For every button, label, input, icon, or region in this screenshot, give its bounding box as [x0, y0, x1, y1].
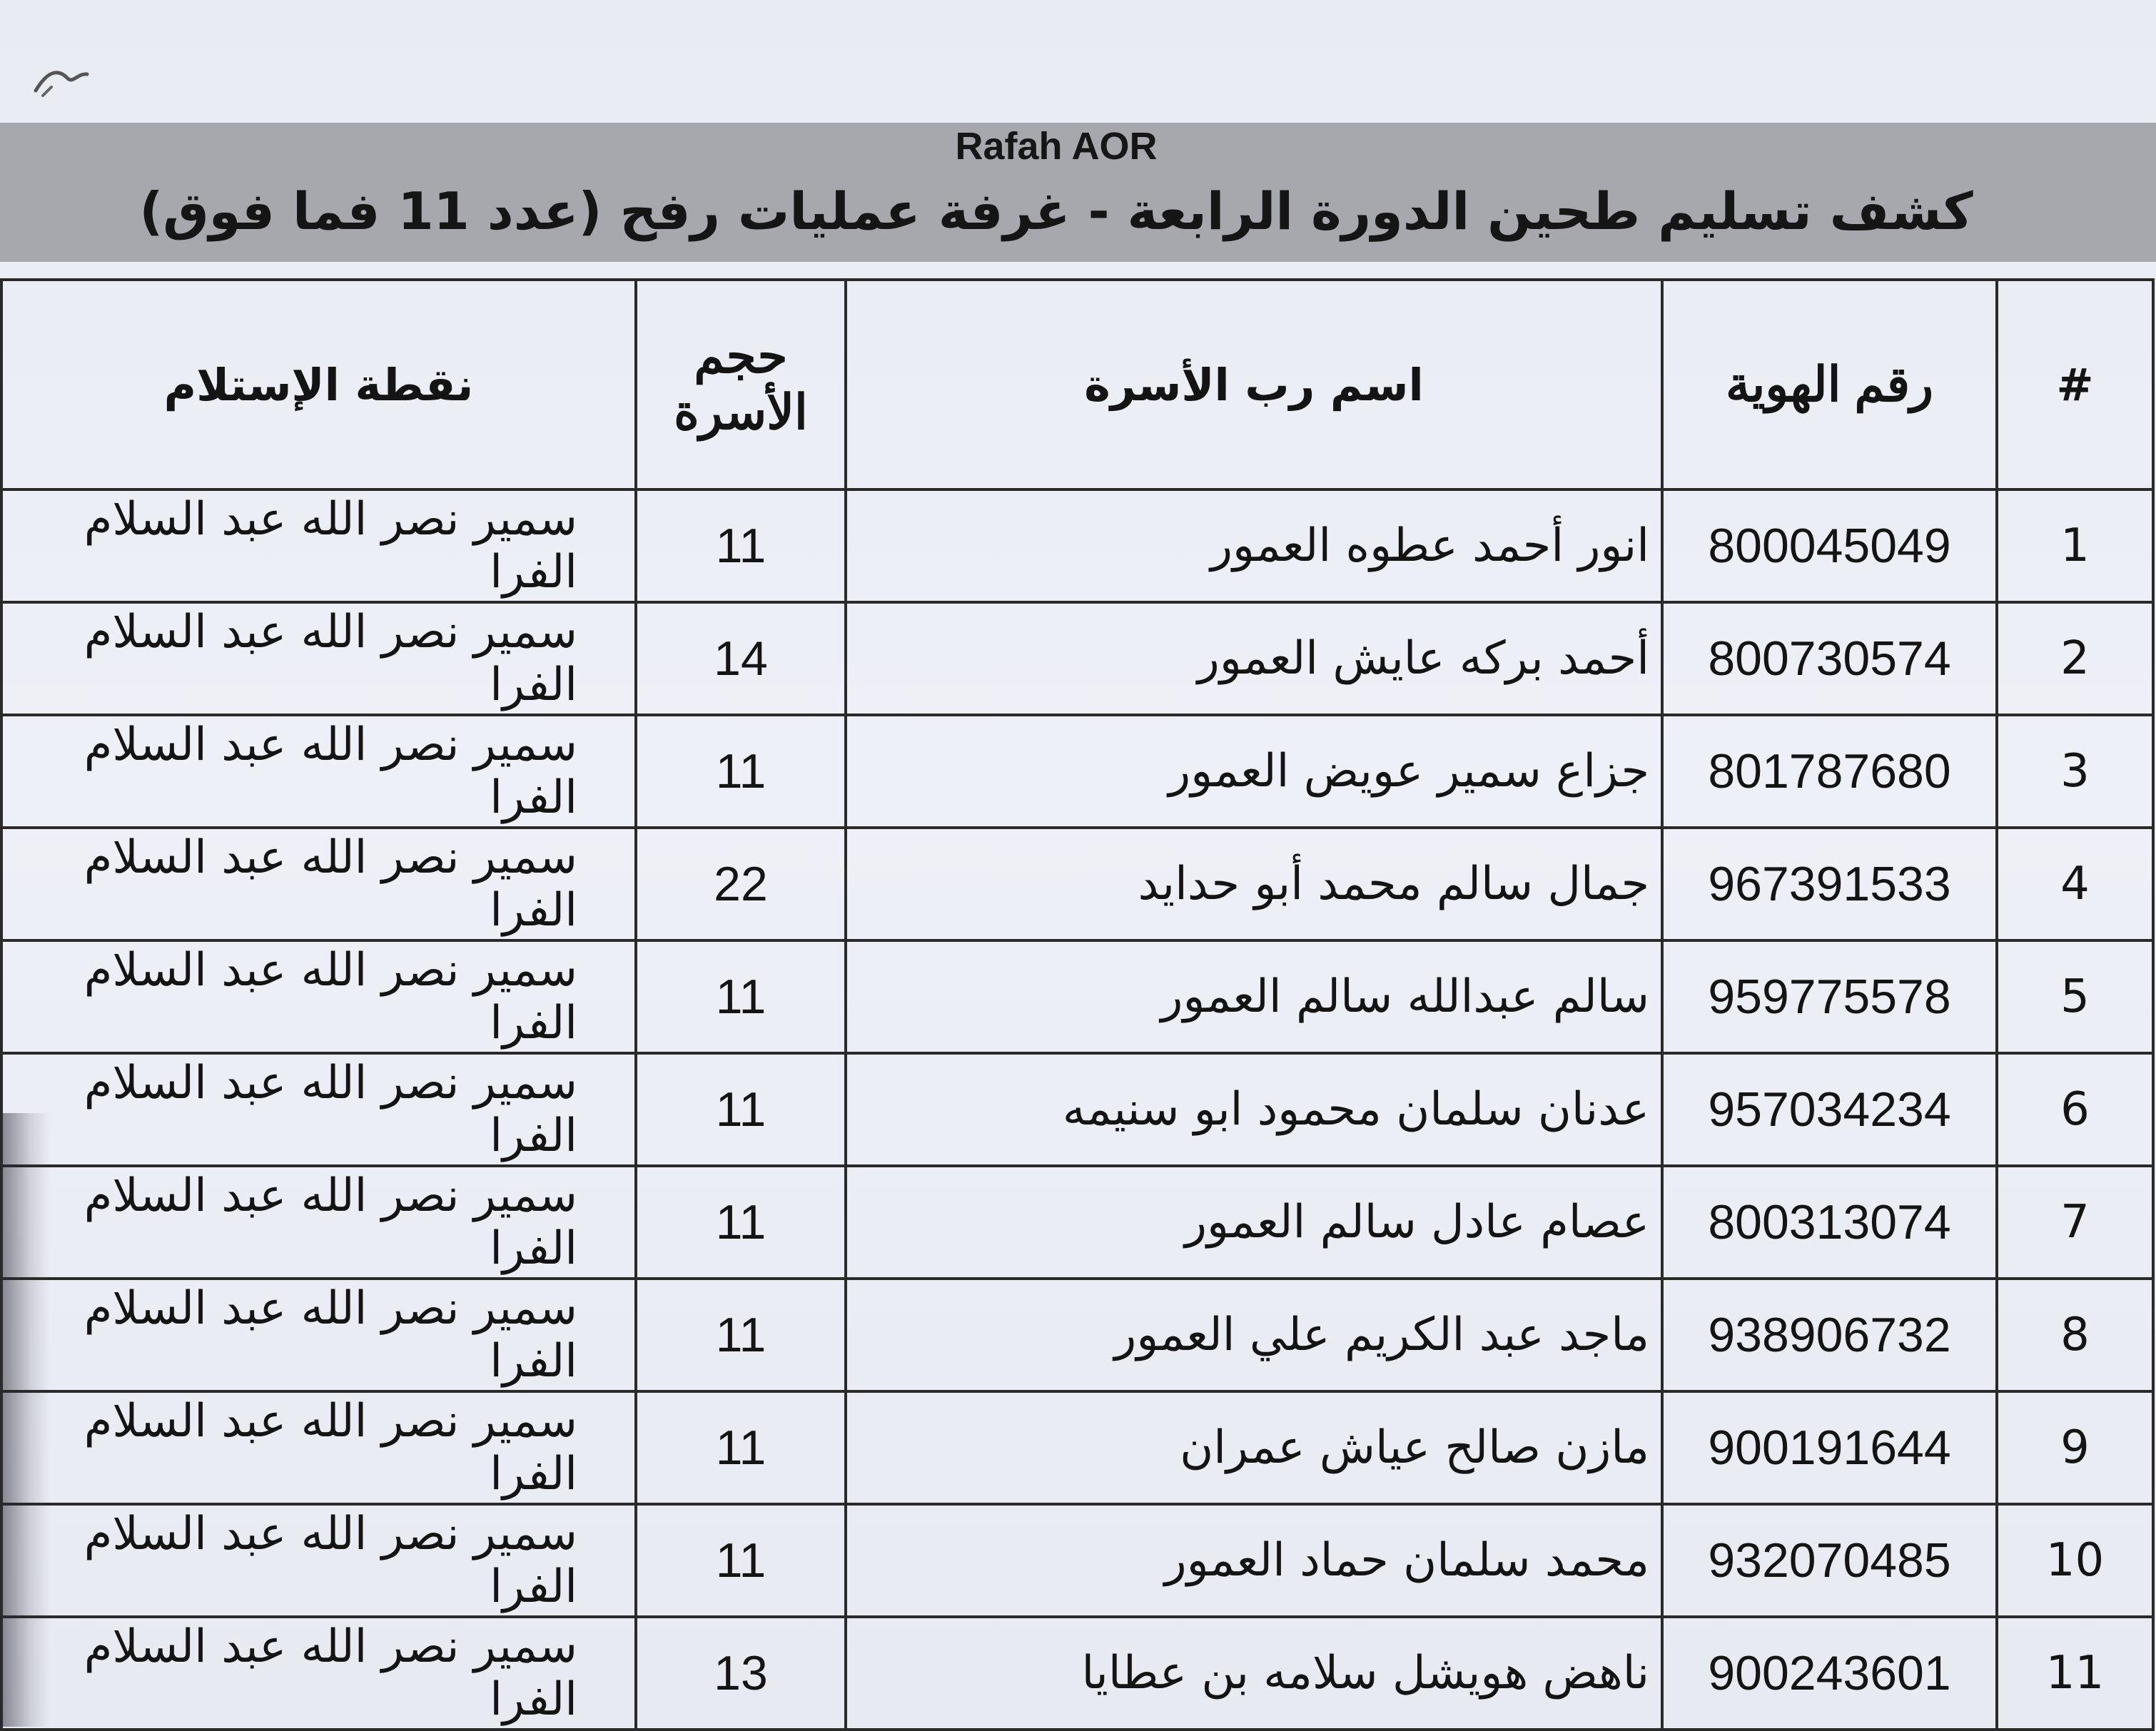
cell-number: 4: [1997, 828, 2153, 940]
aor-title: Rafah AOR: [955, 125, 1158, 168]
distribution-table: [0, 278, 2155, 1731]
cell-id-number: 967391533: [1662, 828, 1997, 940]
cell-pickup-point: سمير نصر الله عبد السلام الفرا: [1, 602, 636, 715]
cell-number: 8: [1997, 1279, 2153, 1391]
cell-family-head-name: ناهض هويشل سلامه بن عطايا: [846, 1617, 1662, 1730]
table-row: [1, 1166, 2153, 1279]
cell-pickup-point: سمير نصر الله عبد السلام الفرا: [1, 1504, 636, 1617]
cell-id-number: 932070485: [1662, 1504, 1997, 1617]
cell-id-number: 800045049: [1662, 489, 1997, 602]
cell-family-size: 22: [636, 828, 846, 940]
pen-mark-icon: [29, 59, 107, 101]
cell-pickup-point: سمير نصر الله عبد السلام الفرا: [1, 1617, 636, 1730]
table-row: [1, 828, 2153, 940]
cell-family-size: 11: [636, 489, 846, 602]
table-row: [1, 1504, 2153, 1617]
cell-number: 5: [1997, 940, 2153, 1053]
cell-family-head-name: عصام عادل سالم العمور: [846, 1166, 1662, 1279]
cell-family-head-name: سالم عبدالله سالم العمور: [846, 940, 1662, 1053]
header-pickup-point: نقطة الإستلام: [1, 280, 636, 489]
cell-id-number: 801787680: [1662, 715, 1997, 828]
cell-family-size: 11: [636, 1391, 846, 1504]
cell-pickup-point: سمير نصر الله عبد السلام الفرا: [1, 1391, 636, 1504]
table-row: [1, 1617, 2153, 1730]
cell-family-size: 11: [636, 1166, 846, 1279]
header-number: #: [1997, 280, 2153, 489]
cell-family-head-name: جزاع سمير عويض العمور: [846, 715, 1662, 828]
table-row: [1, 489, 2153, 602]
table-row: [1, 715, 2153, 828]
cell-family-size: 11: [636, 940, 846, 1053]
cell-number: 6: [1997, 1053, 2153, 1166]
cell-family-head-name: مازن صالح عياش عمران: [846, 1391, 1662, 1504]
cell-number: 10: [1997, 1504, 2153, 1617]
cell-family-size: 11: [636, 1504, 846, 1617]
cell-family-head-name: أحمد بركه عايش العمور: [846, 602, 1662, 715]
cell-id-number: 800730574: [1662, 602, 1997, 715]
table-row: [1, 1391, 2153, 1504]
cell-number: 11: [1997, 1617, 2153, 1730]
cell-number: 7: [1997, 1166, 2153, 1279]
distribution-table-wrapper: [0, 278, 2137, 1726]
cell-family-head-name: انور أحمد عطوه العمور: [846, 489, 1662, 602]
cell-number: 1: [1997, 489, 2153, 602]
cell-id-number: 800313074: [1662, 1166, 1997, 1279]
cell-pickup-point: سمير نصر الله عبد السلام الفرا: [1, 1279, 636, 1391]
header-id-number: رقم الهوية: [1662, 280, 1997, 489]
cell-id-number: 900191644: [1662, 1391, 1997, 1504]
cell-pickup-point: سمير نصر الله عبد السلام الفرا: [1, 940, 636, 1053]
table-row: [1, 602, 2153, 715]
cell-number: 2: [1997, 602, 2153, 715]
table-header-row: [1, 280, 2153, 489]
cell-pickup-point: سمير نصر الله عبد السلام الفرا: [1, 828, 636, 940]
table-body: [1, 489, 2153, 1730]
header-family-head-name: اسم رب الأسرة: [846, 280, 1662, 489]
table-row: [1, 1279, 2153, 1391]
cell-pickup-point: سمير نصر الله عبد السلام الفرا: [1, 489, 636, 602]
cell-family-head-name: جمال سالم محمد أبو حدايد: [846, 828, 1662, 940]
cell-id-number: 900243601: [1662, 1617, 1997, 1730]
cell-pickup-point: سمير نصر الله عبد السلام الفرا: [1, 1166, 636, 1279]
cell-family-size: 13: [636, 1617, 846, 1730]
cell-pickup-point: سمير نصر الله عبد السلام الفرا: [1, 715, 636, 828]
cell-family-head-name: محمد سلمان حماد العمور: [846, 1504, 1662, 1617]
cell-family-size: 11: [636, 1053, 846, 1166]
cell-number: 9: [1997, 1391, 2153, 1504]
cell-family-head-name: عدنان سلمان محمود ابو سنيمه: [846, 1053, 1662, 1166]
page-title: كشف تسليم طحين الدورة الرابعة - غرفة عمليات رفح (عدد 11 فما فوق): [139, 181, 1973, 241]
cell-id-number: 938906732: [1662, 1279, 1997, 1391]
cell-family-size: 11: [636, 1279, 846, 1391]
table-row: [1, 1053, 2153, 1166]
cell-family-size: 14: [636, 602, 846, 715]
cell-id-number: 957034234: [1662, 1053, 1997, 1166]
header-family-size: حجم الأسرة: [636, 280, 846, 489]
cell-family-size: 11: [636, 715, 846, 828]
cell-family-head-name: ماجد عبد الكريم علي العمور: [846, 1279, 1662, 1391]
table-row: [1, 940, 2153, 1053]
cell-pickup-point: سمير نصر الله عبد السلام الفرا: [1, 1053, 636, 1166]
cell-id-number: 959775578: [1662, 940, 1997, 1053]
cell-number: 3: [1997, 715, 2153, 828]
